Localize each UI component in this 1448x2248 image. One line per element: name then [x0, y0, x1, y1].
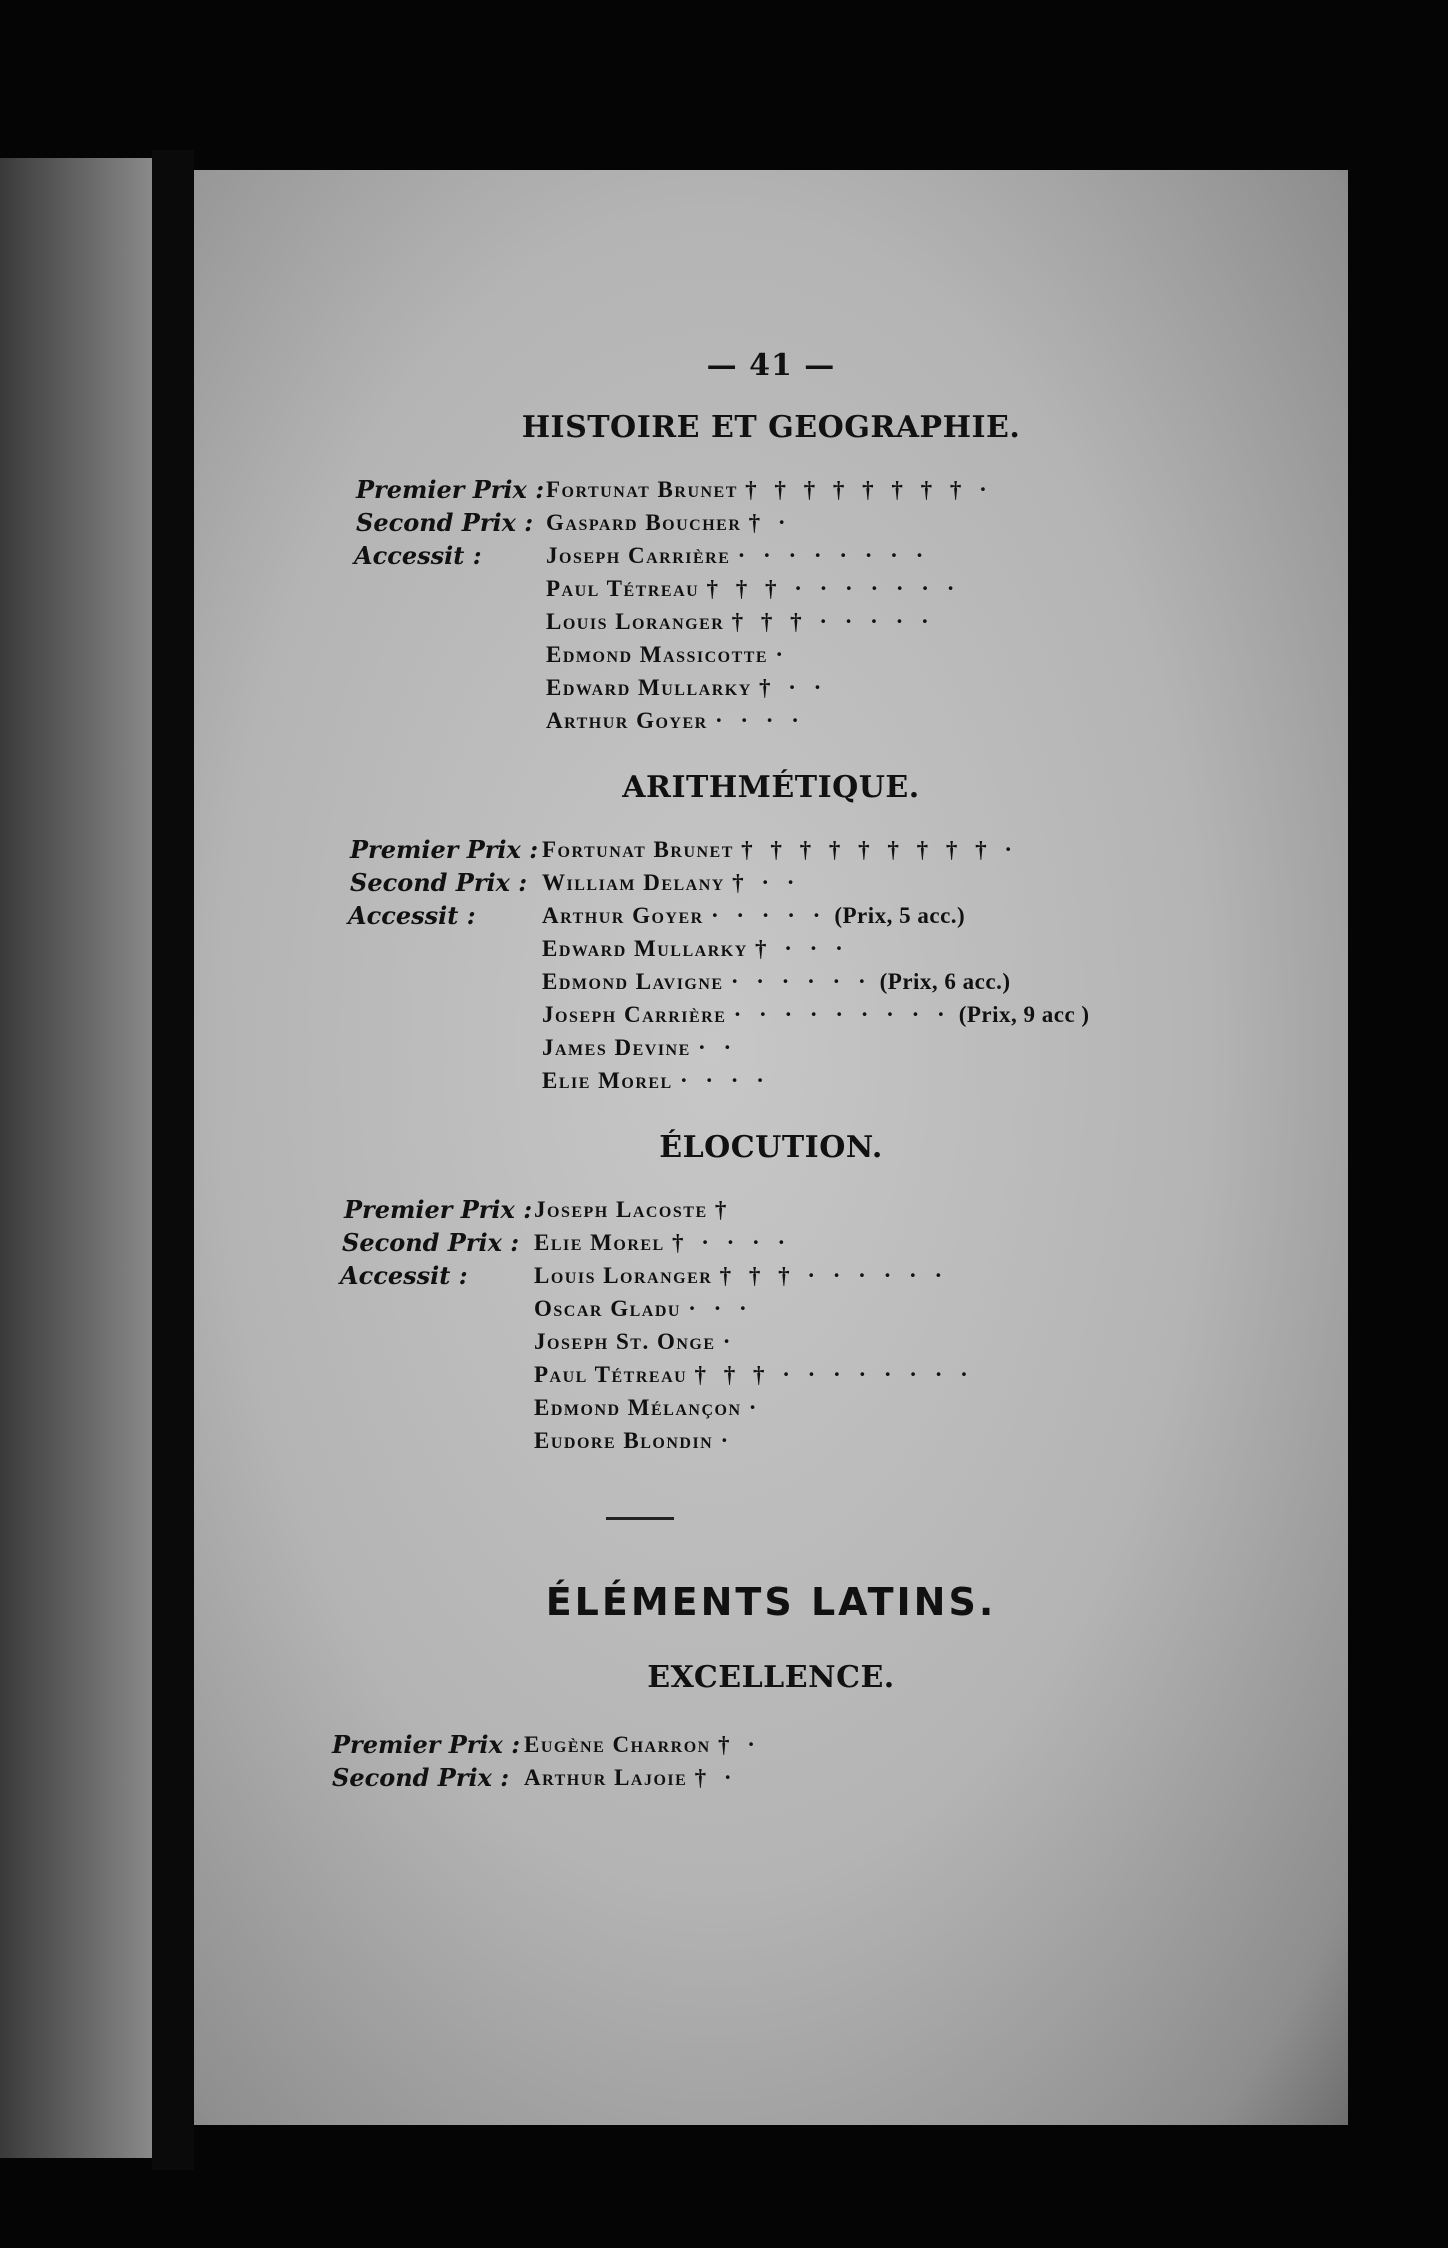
student-entry	[534, 1362, 974, 1388]
document-page	[194, 170, 1348, 2125]
list-item	[194, 1360, 1348, 1393]
student-entry	[534, 1230, 791, 1256]
student-entry	[542, 969, 1011, 995]
list-item	[194, 1730, 1348, 1763]
merit-marks: · · · · · · · · ·	[733, 1002, 951, 1027]
section-rows-excellence	[194, 1730, 1348, 1796]
merit-marks: † · · ·	[755, 936, 849, 961]
section-divider	[606, 1517, 674, 1520]
student-entry	[542, 936, 849, 962]
student-name: William Delany	[542, 870, 725, 895]
list-item	[194, 574, 1348, 607]
student-name: Joseph Carrière	[546, 543, 731, 568]
list-item	[194, 706, 1348, 739]
list-item	[194, 934, 1348, 967]
student-name: Eudore Blondin	[534, 1428, 714, 1453]
student-name: Arthur Lajoie	[524, 1765, 688, 1790]
list-item	[194, 1294, 1348, 1327]
student-entry	[524, 1732, 761, 1758]
student-entry	[524, 1765, 738, 1791]
merit-marks: † ·	[717, 1732, 761, 1757]
merit-marks: · · · · · · · ·	[737, 543, 930, 568]
merit-marks: †	[714, 1197, 733, 1222]
student-entry	[546, 510, 792, 536]
facing-page-edge	[0, 158, 152, 2158]
list-item	[194, 835, 1348, 868]
student-entry	[534, 1428, 734, 1454]
list-item	[194, 1000, 1348, 1033]
prize-label: Premier Prix :	[356, 475, 545, 504]
section-title-excellence: EXCELLENCE.	[647, 1660, 895, 1695]
student-name: James Devine	[542, 1035, 691, 1060]
list-item	[194, 475, 1348, 508]
student-entry	[542, 870, 800, 896]
student-entry	[534, 1329, 736, 1355]
merit-marks: · ·	[698, 1035, 738, 1060]
student-name: Fortunat Brunet	[542, 837, 734, 862]
book-gutter	[152, 150, 194, 2170]
merit-marks: · · · · ·	[710, 903, 827, 928]
student-entry	[534, 1263, 948, 1289]
merit-marks: † † † · · · · ·	[731, 609, 935, 634]
merit-marks: † † † · · · · · · ·	[706, 576, 961, 601]
merit-marks: † · ·	[732, 870, 801, 895]
page-number: — 41 —	[706, 348, 836, 383]
list-item	[194, 1393, 1348, 1426]
merit-marks: † · ·	[759, 675, 828, 700]
student-name: Edmond Massicotte	[546, 642, 769, 667]
student-entry	[546, 708, 805, 734]
list-item	[194, 1066, 1348, 1099]
merit-marks: † † † † † † † † † ·	[741, 837, 1019, 862]
list-item	[194, 1195, 1348, 1228]
student-name: Paul Tétreau	[546, 576, 700, 601]
student-entry	[546, 477, 993, 503]
list-item	[194, 1261, 1348, 1294]
list-item	[194, 1033, 1348, 1066]
student-name: Joseph St. Onge	[534, 1329, 716, 1354]
prize-label: Accessit :	[354, 541, 482, 570]
list-item	[194, 1426, 1348, 1459]
prize-label: Second Prix :	[342, 1228, 520, 1257]
merit-marks: † ·	[694, 1765, 738, 1790]
student-entry	[542, 1035, 737, 1061]
merit-marks: · · · · · ·	[730, 969, 872, 994]
prize-label: Premier Prix :	[350, 835, 539, 864]
student-name: Eugène Charron	[524, 1732, 711, 1757]
list-item	[194, 673, 1348, 706]
merit-marks: † · · · ·	[671, 1230, 792, 1255]
student-name: Arthur Goyer	[546, 708, 708, 733]
student-name: Louis Loranger	[546, 609, 725, 634]
student-entry	[546, 609, 935, 635]
student-name: Joseph Lacoste	[534, 1197, 708, 1222]
section-rows-arithmetique	[194, 835, 1348, 1099]
prize-label: Accessit :	[348, 901, 476, 930]
student-name: Oscar Gladu	[534, 1296, 681, 1321]
merit-marks: ·	[775, 642, 790, 667]
student-name: Louis Loranger	[534, 1263, 713, 1288]
merit-marks: ·	[748, 1395, 763, 1420]
student-entry	[546, 543, 929, 569]
student-name: Edward Mullarky	[546, 675, 752, 700]
prize-label: Second Prix :	[332, 1763, 510, 1792]
list-item	[194, 967, 1348, 1000]
merit-marks: ·	[720, 1428, 735, 1453]
list-item	[194, 640, 1348, 673]
section-title-arithmetique: ARITHMÉTIQUE.	[622, 770, 920, 805]
student-name: Edward Mullarky	[542, 936, 748, 961]
student-name: Edmond Mélançon	[534, 1395, 742, 1420]
student-entry	[534, 1296, 753, 1322]
student-name: Gaspard Boucher	[546, 510, 742, 535]
student-entry	[542, 1002, 1090, 1028]
section-title-histoire: HISTOIRE ET GEOGRAPHIE.	[521, 410, 1021, 445]
student-entry	[546, 675, 827, 701]
list-item	[194, 508, 1348, 541]
merit-marks: † † † · · · · · · · ·	[694, 1362, 974, 1387]
merit-marks: · · · ·	[679, 1068, 770, 1093]
list-item	[194, 1763, 1348, 1796]
prize-note: (Prix, 6 acc.)	[879, 969, 1011, 994]
prize-note: (Prix, 5 acc.)	[834, 903, 966, 928]
list-item	[194, 901, 1348, 934]
student-entry	[534, 1395, 762, 1421]
student-entry	[546, 576, 960, 602]
student-name: Joseph Carrière	[542, 1002, 727, 1027]
student-name: Edmond Lavigne	[542, 969, 724, 994]
student-entry	[542, 903, 965, 929]
prize-note: (Prix, 9 acc )	[958, 1002, 1090, 1027]
prize-label: Second Prix :	[356, 508, 534, 537]
main-heading-elements-latins: ÉLÉMENTS LATINS.	[545, 1580, 997, 1624]
student-name: Elie Morel	[534, 1230, 665, 1255]
prize-label: Second Prix :	[350, 868, 528, 897]
prize-label: Premier Prix :	[344, 1195, 533, 1224]
student-name: Fortunat Brunet	[546, 477, 738, 502]
student-name: Paul Tétreau	[534, 1362, 688, 1387]
merit-marks: ·	[722, 1329, 737, 1354]
merit-marks: † † † † † † † † ·	[745, 477, 993, 502]
list-item	[194, 1327, 1348, 1360]
merit-marks: · · · ·	[714, 708, 805, 733]
list-item	[194, 1228, 1348, 1261]
section-rows-elocution	[194, 1195, 1348, 1459]
list-item	[194, 868, 1348, 901]
student-entry	[546, 642, 789, 668]
merit-marks: † ·	[748, 510, 792, 535]
student-entry	[534, 1197, 732, 1223]
merit-marks: · · ·	[688, 1296, 753, 1321]
merit-marks: † † † · · · · · ·	[719, 1263, 949, 1288]
prize-label: Premier Prix :	[332, 1730, 521, 1759]
prize-label: Accessit :	[340, 1261, 468, 1290]
section-title-elocution: ÉLOCUTION.	[659, 1130, 883, 1165]
list-item	[194, 541, 1348, 574]
student-entry	[542, 837, 1018, 863]
student-entry	[542, 1068, 770, 1094]
student-name: Elie Morel	[542, 1068, 673, 1093]
list-item	[194, 607, 1348, 640]
section-rows-histoire	[194, 475, 1348, 739]
student-name: Arthur Goyer	[542, 903, 704, 928]
